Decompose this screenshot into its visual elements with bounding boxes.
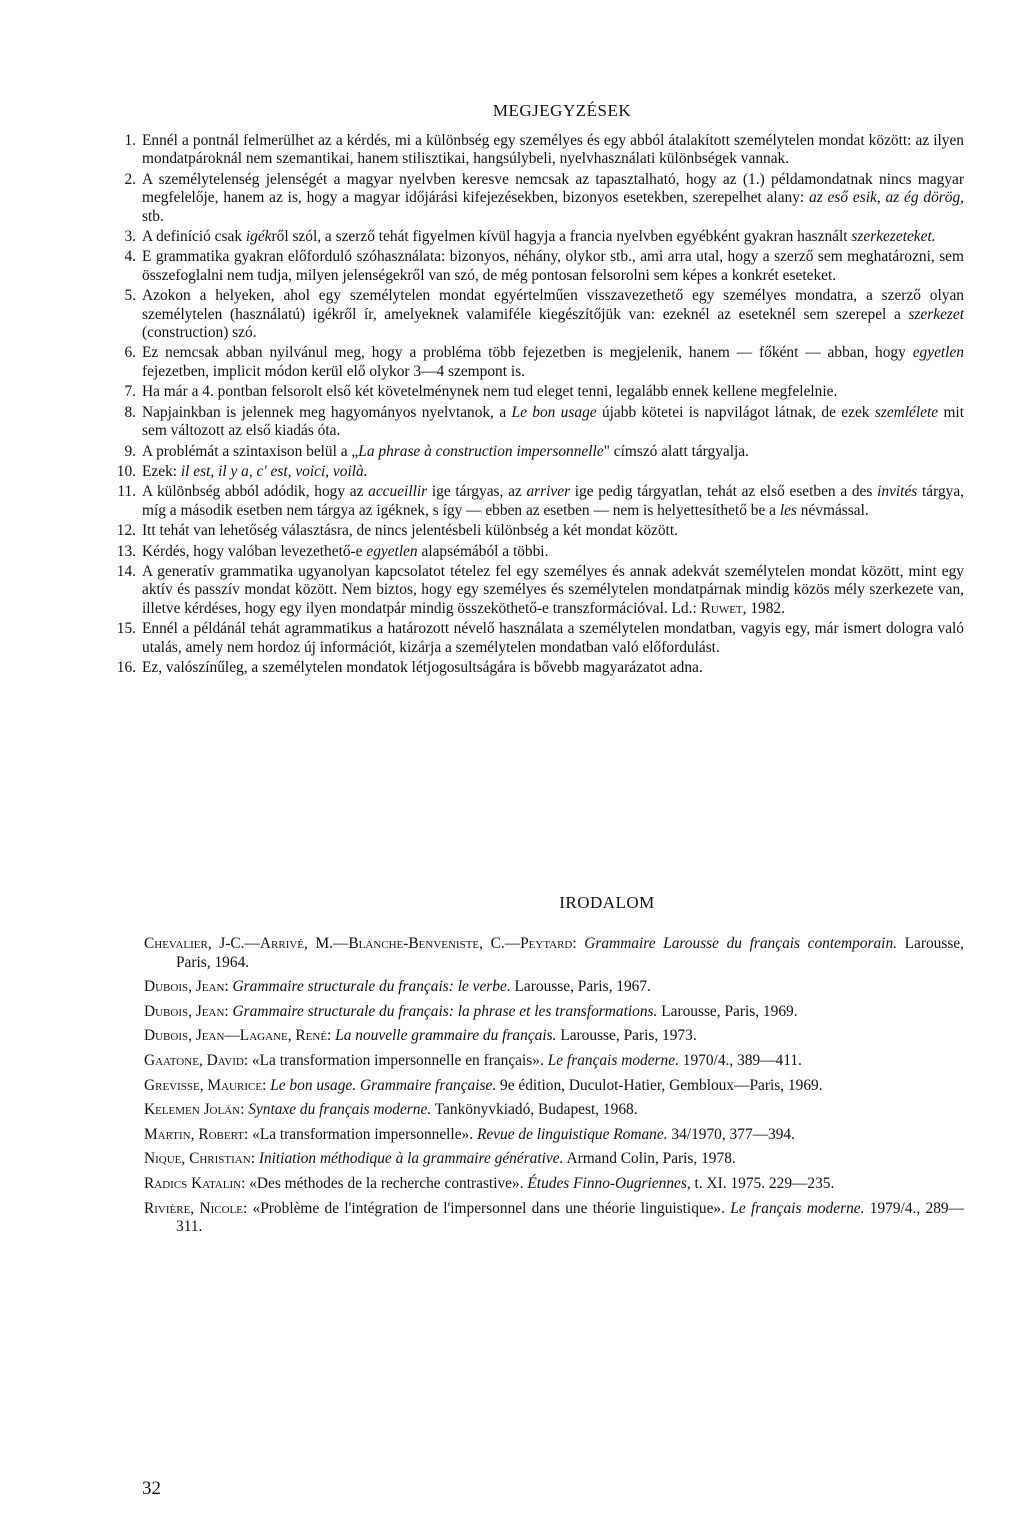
text-run: Larousse, Paris, 1973. — [556, 1027, 697, 1045]
page-number: 32 — [142, 1478, 161, 1499]
text-run: : «Problème de l'intégration de l'impersonnel dans une théorie linguistique». — [242, 1199, 731, 1217]
note-item — [124, 344, 964, 381]
author-name: Chevalier, J-C.—Arrivé, M.—Blanche-Benveniste, C.—Peytard — [144, 935, 573, 952]
note-text — [142, 344, 964, 381]
note-text — [142, 620, 964, 657]
author-name: Kelemen Jolán — [144, 1101, 241, 1119]
italic-text: Syntaxe du français moderne. — [248, 1101, 432, 1119]
text-run: ige pedig tárgyatlan, tehát az első esetben a des — [570, 483, 878, 501]
text-run: Armand Colin, Paris, 1978. — [563, 1150, 736, 1168]
text-run: Ha már a 4. pontban felsorolt első két követelménynek nem tud eleget tenni, legalább ennek kellene megfelelnie. — [142, 383, 838, 401]
italic-text: arriver — [526, 483, 571, 501]
author-name: Nique, Christian — [144, 1150, 251, 1168]
text-run: A definíció csak — [142, 228, 246, 246]
text-run: mit sem változott az első kiadás óta. — [142, 403, 964, 440]
italic-text: La phrase à construction impersonnelle — [358, 442, 604, 460]
italic-text: az eső esik, az ég dörög, — [809, 189, 965, 207]
italic-text: Le français moderne. — [547, 1051, 679, 1069]
note-number: 15. — [116, 620, 136, 638]
author-name: Radics Katalin — [144, 1174, 242, 1192]
text-run: Ez nemcsak abban nyilvánul meg, hogy a probléma több fejezetben is megjelenik, hanem — főként — abban, hogy — [142, 344, 913, 362]
text-run: stb. — [142, 207, 164, 225]
author-name: Dubois, Jean—Lagane, René — [144, 1027, 328, 1045]
text-run: (construction) szó. — [142, 324, 257, 342]
notes-heading: MEGJEGYZÉSEK — [492, 101, 632, 120]
text-run: Kérdés, hogy valóban levezethető-e — [142, 542, 367, 560]
text-run: Ez, valószínűleg, a személytelen mondatok létjogosultságára is bővebb magyarázatot adna. — [142, 658, 703, 676]
note-item — [117, 483, 965, 520]
note-item — [124, 287, 964, 342]
italic-text: Revue de linguistique Romane. — [476, 1125, 668, 1143]
note-number: 10. — [116, 462, 136, 480]
text-run: : — [572, 935, 585, 952]
note-text — [142, 443, 964, 461]
text-run: fejezetben, implicit módon kerül elő olykor 3—4 szempont is. — [142, 362, 525, 380]
note-number: 3. — [124, 228, 136, 246]
text-run: Ezek: — [142, 462, 181, 480]
note-item — [124, 442, 964, 461]
text-run: t. XI. 1975. 229—235. — [690, 1174, 835, 1192]
note-text — [142, 404, 964, 441]
bibliography-entry — [144, 1175, 964, 1194]
bibliography-entry — [144, 1101, 964, 1120]
italic-text: invités — [877, 483, 918, 501]
author-name: Grevisse, Maurice — [144, 1076, 263, 1094]
note-item — [116, 562, 964, 618]
note-text — [142, 248, 964, 285]
note-text — [142, 383, 964, 401]
text-run: " címszó alatt tárgyalja. — [603, 442, 749, 460]
text-run: 1979/4., 289—311. — [176, 1199, 964, 1236]
text-run: Napjainkban is jelennek meg hagyományos nyelvtanok, a — [142, 403, 512, 421]
italic-text: szemlélete — [874, 403, 939, 421]
bibliography-entry — [144, 1200, 964, 1237]
author-name: Gaatone, David — [144, 1051, 244, 1069]
note-item — [124, 132, 964, 169]
note-text — [142, 543, 964, 561]
note-text — [142, 171, 964, 226]
italic-text: igék — [245, 228, 272, 246]
bibliography-entry — [144, 935, 964, 972]
note-text — [142, 659, 964, 677]
bibliography-entry — [144, 1027, 964, 1046]
note-number: 11. — [117, 483, 136, 501]
note-number: 2. — [124, 170, 136, 188]
note-item — [116, 522, 964, 540]
note-item — [116, 620, 964, 657]
text-run: 1970/4., 389—411. — [678, 1051, 802, 1069]
text-run: újabb kötetei is napvilágot látnak, de ezek — [596, 403, 875, 421]
italic-text: Initiation méthodique à la grammaire générative. — [258, 1150, 564, 1168]
bibliography-list — [144, 935, 964, 1243]
author-name: Martin, Robert — [144, 1125, 244, 1143]
italic-text: Grammaire Larousse du français contemporain. — [584, 935, 897, 952]
italic-text: szerkezeteket. — [851, 228, 936, 246]
italic-text: Le français moderne. — [730, 1199, 865, 1217]
italic-text: Le bon usage. Grammaire française. — [270, 1076, 497, 1094]
note-number: 8. — [124, 403, 136, 421]
note-text — [142, 228, 964, 246]
bibliography-entry — [144, 1077, 964, 1096]
note-item — [124, 228, 964, 246]
note-text — [142, 522, 964, 540]
note-text — [142, 132, 964, 169]
author-name: Ruwet — [700, 599, 743, 617]
note-number: 5. — [124, 287, 136, 305]
note-item — [124, 383, 964, 401]
text-run: A különbség abból adódik, hogy az — [142, 483, 369, 501]
text-run: : — [224, 978, 233, 996]
note-text — [142, 463, 964, 481]
text-run: alapsémából a többi. — [417, 542, 549, 560]
italic-text: accueillir — [368, 483, 428, 501]
author-name: Rivière, Nicole — [144, 1199, 243, 1217]
text-run: Itt tehát van lehetőség választásra, de nincs jelentésbeli különbség a két mondat között. — [142, 522, 678, 540]
note-number: 1. — [124, 132, 136, 149]
text-run: tárgya, míg a második esetben nem tárgya az igéknek, s így — ebben az esetben — nem is helyettesíthető be a — [142, 483, 965, 519]
text-run: : «La transformation impersonnelle». — [244, 1125, 477, 1143]
text-run: Ennél a pontnál felmerülhet az a kérdés, mi a különbség egy személyes és egy abból átalakított személytelen mondat között: az ilyen mondatpároknál nem szemantikai, hanem stilisztikai, hangsúlybeli, nyelvhasználati különbségek vannak. — [142, 132, 964, 168]
italic-text: Grammaire structurale du français: le verbe. — [232, 978, 511, 996]
note-text — [142, 563, 964, 618]
italic-text: Études Finno-Ougriennes, — [527, 1174, 691, 1192]
author-name: Dubois, Jean — [144, 978, 225, 996]
text-run: : — [240, 1101, 249, 1119]
author-name: Dubois, Jean — [144, 1002, 225, 1020]
note-item — [116, 542, 964, 561]
note-text — [142, 483, 964, 520]
bibliography-entry — [144, 1003, 964, 1022]
text-run: : — [327, 1027, 336, 1045]
text-run: ige tárgyas, az — [427, 483, 527, 501]
bibliography-entry — [144, 1126, 964, 1145]
text-run: ről szól, a szerző tehát figyelmen kívül hagyja a francia nyelvben egyébként gyakran használt — [271, 228, 852, 246]
italic-text: La nouvelle grammaire du français. — [335, 1027, 557, 1045]
note-item — [116, 462, 964, 481]
text-run: : — [250, 1150, 259, 1168]
italic-text: egyetlen — [366, 542, 418, 560]
note-number: 4. — [124, 248, 136, 266]
note-item — [124, 403, 964, 441]
text-run: Ennél a példánál tehát agrammatikus a határozott névelő használata a személytelen mondatban, vagyis egy, már ismert dologra való utalás, amely nem hordoz új információt, kizárja a személytelen mondatban való előfordulást. — [142, 620, 964, 656]
text-run: névmással. — [796, 501, 869, 519]
bibliography-entry — [144, 978, 964, 997]
text-run: A személytelenség jelenségét a magyar nyelvben keresve nemcsak az tapasztalható, hogy az (1.) példamondatnak nincs magyar megfelelője, hanem az is, hogy a magyar időjárási kifejezésekben, bizonyos esetekben, szerepelhet alany: — [142, 170, 964, 207]
text-run: E grammatika gyakran előforduló szóhasználata: bizonyos, néhány, olykor stb., ami arra utal, hogy a szerző sem meghatározni, sem összefoglalni nem tudja, milyen jelenségekről van szó, de még pontosan felsorolni sem képes a konkrét eseteket. — [142, 248, 964, 284]
note-number: 13. — [116, 542, 136, 560]
text-run: : — [262, 1076, 271, 1094]
bibliography-heading: IRODALOM — [559, 893, 655, 912]
note-number: 16. — [116, 658, 136, 676]
italic-text: egyetlen — [912, 344, 964, 362]
text-run: 34/1970, 377—394. — [667, 1125, 795, 1143]
text-run: , 1982. — [742, 599, 785, 617]
text-run: Azokon a helyeken, ahol egy személytelen mondat egyértelműen visszavezethető egy személyes mondatra, a szerző olyan személytelen (használatú) igékről ír, amelyeknek valamiféle kiegészítőjük van: ezeknél az eseteknél sem szerepel a — [142, 287, 964, 323]
note-item — [116, 658, 964, 677]
note-number: 14. — [116, 562, 136, 580]
notes-list — [116, 132, 965, 679]
text-run: A generatív grammatika ugyanolyan kapcsolatot tételez fel egy személyes és annak adekvát személytelen mondat között, mint egy aktív és passzív mondat között. Nem biztos, hogy egy személyes és személytelen mondatpárnak mindig közös mély szerkezete van, illetve kérdéses, hogy egy ilyen mondatpár mindig összeköthető-e transzformációval. Ld.: — [142, 562, 964, 617]
italic-text: les — [779, 501, 797, 519]
italic-text: il est, il y a, c' est, voici, voilà. — [180, 462, 368, 480]
text-run: : «La transformation impersonnelle en français». — [243, 1051, 548, 1069]
text-run: A problémát a szintaxison belül a „ — [142, 442, 359, 460]
text-run: Tankönyvkiadó, Budapest, 1968. — [431, 1101, 638, 1119]
note-text — [142, 287, 964, 342]
italic-text: Le bon usage — [511, 403, 597, 421]
italic-text: szerkezet — [908, 305, 964, 323]
text-run: Larousse, Paris, 1967. — [510, 978, 651, 996]
text-run: Larousse, Paris, 1964. — [176, 935, 965, 971]
text-run: Larousse, Paris, 1969. — [657, 1002, 798, 1020]
text-run: : «Des méthodes de la recherche contrastive». — [241, 1174, 528, 1192]
bibliography-entry — [144, 1052, 964, 1071]
note-number: 7. — [124, 383, 136, 401]
italic-text: Grammaire structurale du français: la phrase et les transformations. — [232, 1002, 658, 1020]
note-item — [124, 170, 965, 226]
note-number: 9. — [124, 442, 136, 460]
note-number: 12. — [116, 522, 136, 540]
text-run: 9e édition, Duculot-Hatier, Gembloux—Paris, 1969. — [496, 1076, 823, 1094]
note-number: 6. — [124, 344, 136, 362]
note-item — [124, 248, 964, 285]
bibliography-entry — [144, 1150, 964, 1169]
text-run: : — [224, 1002, 233, 1020]
